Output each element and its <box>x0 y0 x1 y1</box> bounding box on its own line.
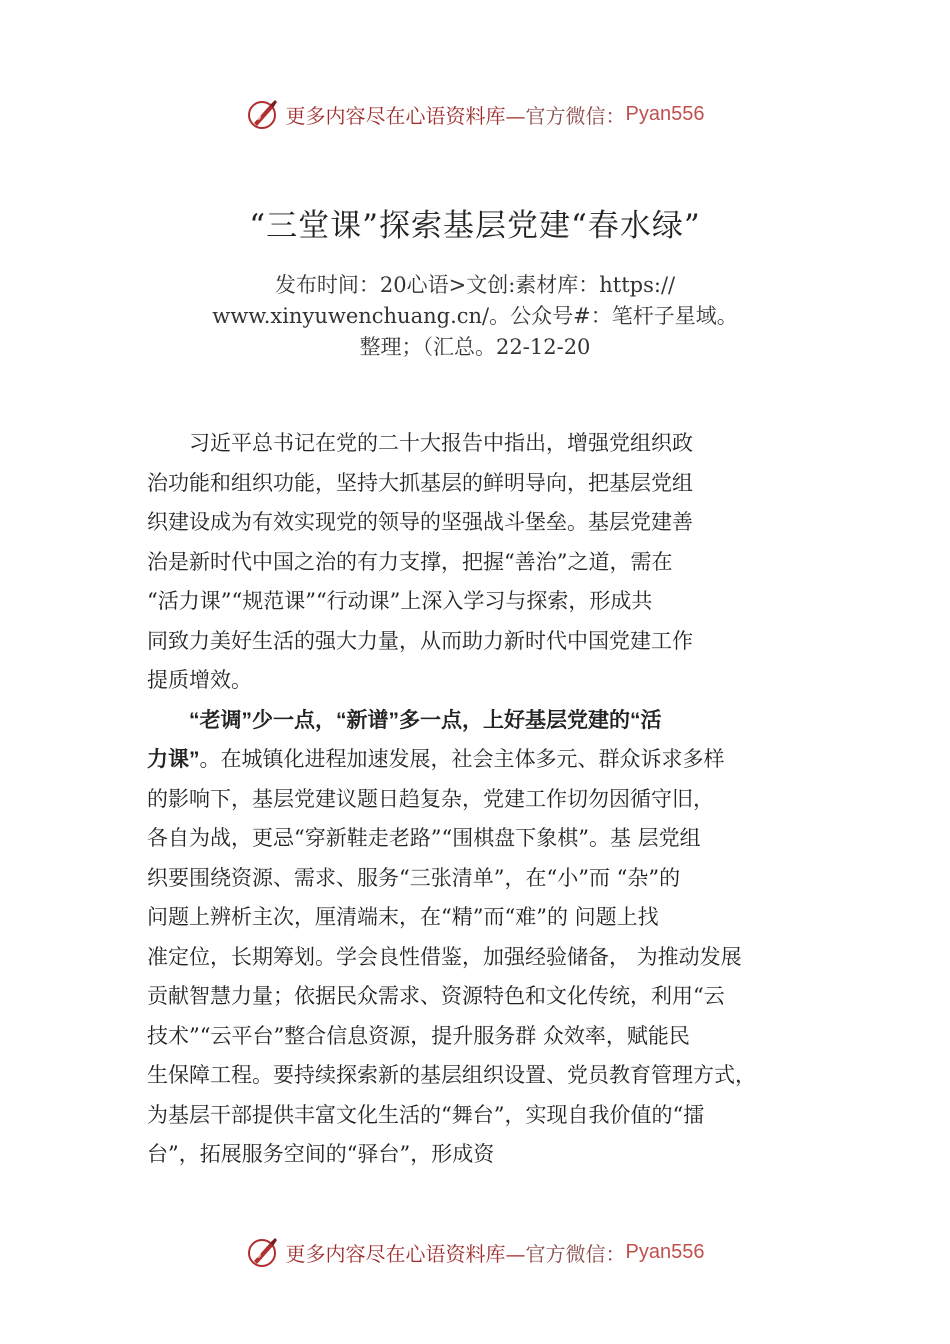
paragraph-2-line <box>147 740 847 780</box>
paragraph-2-line: 问题上辨析主次，厘清端末，在“精”而“难”的 问题上找 <box>147 905 659 929</box>
document-title: “三堂课”探索基层党建“春水绿” <box>249 208 701 244</box>
banner-wechat-label: 官方微信： <box>525 1241 626 1266</box>
banner-wechat-label: 官方微信： <box>525 103 626 128</box>
paragraph-2-line-start: 。在城镇化进程加速发展，社会主体多元、群众诉求多样 <box>199 747 725 771</box>
paragraph-1-line: 习近平总书记在党的二十大报告中指出，增强党组织政 <box>147 431 693 455</box>
paragraph-2-line: 技术”“云平台”整合信息资源，提升服务群 众效率，赋能民 <box>147 1023 690 1048</box>
publish-meta <box>0 270 950 363</box>
footer-banner <box>0 1232 950 1272</box>
paragraph-2-line: 为基层干部提供丰富文化生活的“舞台”，实现自我价值的“擂 <box>147 1102 705 1127</box>
paragraph-2-line: 台”，拓展服务空间的“驿台”，形成资 <box>147 1142 495 1166</box>
paragraph-1-line: 同致力美好生活的强大力量，从而助力新时代中国党建工作 <box>147 628 693 653</box>
pen-logo-icon <box>246 97 280 131</box>
article-body <box>147 424 847 1175</box>
paragraph-1-line: 提质增效。 <box>147 668 252 692</box>
meta-line-1: 发布时间：20心语>文创:素材库：https:// <box>274 273 676 297</box>
pen-logo-icon <box>246 1235 280 1269</box>
paragraph-1-line: 织建设成为有效实现党的领导的坚强战斗堡垒。基层党建善 <box>147 510 693 534</box>
meta-line-3: 整理；（汇总。22-12-20 <box>359 335 591 359</box>
paragraph-2-line: 生保障工程。要持续探索新的基层组织设置、党员教育管理方式， <box>147 1063 756 1087</box>
paragraph-1-line: 治功能和组织功能，坚持大抓基层的鲜明导向，把基层党组 <box>147 470 693 495</box>
banner-wechat-id: Pyan556 <box>625 1240 705 1263</box>
section-heading-tail: 力课” <box>147 748 200 771</box>
banner-brand-text: 更多内容尽在心语资料库— <box>285 1241 526 1266</box>
paragraph-1-line: 治是新时代中国之治的有力支撑，把握“善治”之道，需在 <box>147 549 673 574</box>
paragraph-2-line: 贡献智慧力量；依据民众需求、资源特色和文化传统，利用“云 <box>147 984 725 1008</box>
header-banner <box>0 94 950 134</box>
paragraph-2-line: 准定位，长期筹划。学会良性借鉴，加强经验储备， 为推动发展 <box>147 944 742 969</box>
paragraph-2-line: 织要围绕资源、需求、服务“三张清单”，在“小”而 “杂”的 <box>147 865 681 890</box>
paragraph-2-line: 的影响下，基层党建议题日趋复杂，党建工作切勿因循守旧， <box>147 786 714 811</box>
meta-line-2: www.xinyuwenchuang.cn/。公众号#：笔杆子星域。 <box>212 304 738 328</box>
section-heading-line: “老调”少一点，“新谱”多一点，上好基层党建的“活 <box>147 708 662 732</box>
banner-wechat-id: Pyan556 <box>625 102 705 125</box>
paragraph-2-line: 各自为战，更忌“穿新鞋走老路”“围棋盘下象棋”。基 层党组 <box>147 826 701 850</box>
banner-brand-text: 更多内容尽在心语资料库— <box>285 103 526 128</box>
paragraph-1-line: “活力课”“规范课”“行动课”上深入学习与探索，形成共 <box>147 589 653 613</box>
